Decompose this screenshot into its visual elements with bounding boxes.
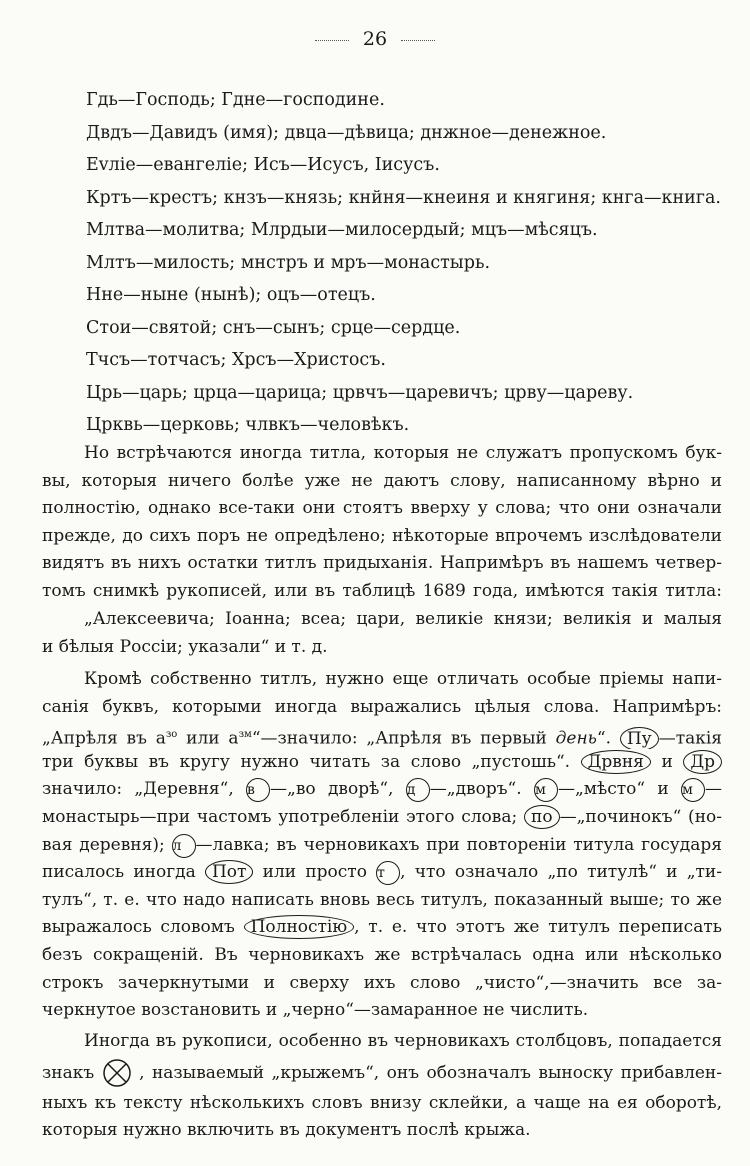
oval-abbr-pot: Пот (205, 860, 253, 884)
circle-abbr-l: л (172, 834, 196, 858)
text-fragment: —„мѣсто“ и (557, 779, 669, 800)
circle-abbr-d: д (406, 778, 430, 802)
circle-abbr-v: в (246, 778, 270, 802)
text-line: „Алексеевича; Іоанна; всеа; цари, великіе князи; великія и малыя (84, 609, 722, 629)
header-dash-left (315, 40, 349, 41)
text-line: которыя нужно включить въ документъ послѣ крыжа. (42, 1120, 531, 1141)
text-fragment: и (661, 751, 673, 772)
text-line (42, 859, 722, 887)
text-fragment: —„дворъ“. (429, 779, 522, 800)
text-fragment: —такія (658, 728, 722, 749)
text-line (42, 776, 722, 804)
text-fragment: монастырь—при частомъ употребленіи этого слова; (42, 806, 518, 827)
text-line: безъ сокращеній. Въ черновикахъ же встрѣчалась одна или нѣсколько (42, 944, 722, 965)
oval-abbr-polnostiyu: Полностію (244, 915, 355, 939)
abbreviation-row: Гдь—Господь; Гдне—господине. (86, 90, 385, 110)
abbreviation-row: Тчсъ—тотчасъ; Хрсъ—Христосъ. (86, 350, 386, 370)
abbreviation-row: Кртъ—крестъ; кнзъ—князь; кнйня—кнеиня и княгиня; кнга—книга. (86, 187, 721, 208)
abbreviation-row: Стои—святой; снъ—сынъ; срце—сердце. (86, 317, 461, 338)
text-fragment: —„во дворѣ“, (270, 779, 394, 800)
text-line: тулъ“, т. е. что надо написать вновь весь титулъ, показанный выше; то же (42, 889, 722, 910)
text-line (42, 804, 722, 832)
text-line: прежде, до сихъ поръ не опредѣлено; нѣкоторые впрочемъ изслѣдователи (42, 525, 722, 546)
kryzh-cross-icon (102, 1058, 132, 1088)
page-number-header (0, 28, 750, 50)
text-fragment: значило: „Деревня“, (42, 779, 234, 800)
superscript: зм (238, 729, 252, 741)
abbreviation-row: Двдъ—Давидъ (имя); двца—дѣвица; днжное—денежное. (86, 122, 607, 143)
superscript: зо (165, 729, 178, 741)
circle-abbr-m: м (534, 778, 558, 802)
paragraph-example (42, 606, 722, 661)
header-dash-right (401, 40, 435, 41)
text-line: полностію, однако все-таки они стоятъ вверху у слова; что они означали (42, 498, 722, 519)
text-line: ныхъ къ тексту нѣсколькихъ словъ внизу склейки, а чаще на ея оборотѣ, (42, 1092, 722, 1113)
text-line (42, 721, 722, 749)
circle-abbr-m: м (681, 778, 705, 802)
text-line (42, 1056, 722, 1090)
paragraph-titla (42, 440, 722, 606)
text-line (42, 832, 722, 860)
text-fragment: , называемый „крыжемъ“, онъ обозначалъ выноску прибавлен- (139, 1062, 722, 1083)
text-line: томъ снимкѣ рукописей, или въ таблицѣ 1689 года, имѣются такія титла: (42, 580, 722, 601)
abbreviation-row: Црь—царь; црца—царица; црвчъ—царевичъ; црву—цареву. (86, 382, 634, 403)
text-fragment: , что означало „по титулѣ“ и „ти- (400, 862, 722, 883)
text-fragment: „Апрѣля въ а (42, 728, 166, 749)
text-line: видятъ въ нихъ остатки титлъ придыханія. Напримѣръ въ нашемъ четвер- (42, 553, 722, 574)
text-line (42, 914, 722, 942)
text-fragment: три буквы въ кругу нужно читать за слово „пустошь“. (42, 751, 571, 772)
text-line: черкнутое возстановить и „черно“—замаранное не числить. (42, 1000, 589, 1021)
text-line: Но встрѣчаются иногда титла, которыя не служатъ пропускомъ бук- (84, 443, 722, 463)
paragraph-kryzh (42, 1028, 722, 1145)
oval-abbr-po: по (524, 805, 560, 829)
text-fragment: вая деревня); (42, 834, 165, 855)
abbreviation-row: Нне—ныне (нынѣ); оцъ—отецъ. (86, 285, 376, 305)
text-line: вы, которыя ничего болѣе уже не даютъ слову, написанному вѣрно и (42, 470, 722, 491)
page-number: 26 (362, 28, 388, 50)
text-fragment: знакъ (42, 1062, 95, 1083)
text-line: Кромѣ собственно титлъ, нужно еще отличать особые пріемы напи- (84, 669, 722, 689)
text-fragment: выражалось словомъ (42, 917, 235, 938)
abbreviation-row: Црквь—церковь; члвкъ—человѣкъ. (86, 415, 410, 435)
text-fragment: или а (177, 728, 239, 749)
oval-abbr-dr: Др (683, 750, 722, 774)
text-fragment: —лавка; въ черновикахъ при повтореніи титула государя (195, 834, 722, 855)
text-line (42, 749, 722, 777)
text-fragment: “. (596, 728, 612, 749)
text-fragment: —„починокъ“ (но- (559, 806, 722, 827)
text-fragment: , т. е. что этотъ же титулъ переписать (354, 917, 722, 938)
oval-abbr-drvnya: Дрвня (581, 750, 651, 774)
text-fragment: или просто (262, 862, 367, 883)
text-line: Иногда въ рукописи, особенно въ черновикахъ столбцовъ, попадается (84, 1031, 722, 1051)
text-line: строкъ зачеркнутыми и сверху ихъ слово „чисто“,—значить все за- (42, 972, 722, 993)
abbreviation-list (86, 84, 726, 442)
text-fragment: “—значило: „Апрѣля въ первый (251, 728, 556, 749)
text-line: и бѣлыя Россіи; указали“ и т. д. (42, 636, 328, 657)
text-fragment: писалось иногда (42, 862, 196, 883)
text-line: санія буквъ, которыми иногда выражались цѣлыя слова. Напримѣръ: (42, 696, 722, 717)
abbreviation-row: Млтва—молитва; Млрдыи—милосердый; мцъ—мѣсяцъ. (86, 220, 598, 240)
oval-abbr-pu: Пу (620, 727, 659, 749)
italic-word: день (555, 728, 597, 749)
abbreviation-row: Еvліе—евангеліе; Исъ—Исусъ, Іисусъ. (86, 155, 440, 175)
paragraph-special-writing (42, 666, 722, 1025)
text-fragment: — (705, 779, 722, 800)
abbreviation-row: Млтъ—милость; мнстръ и мръ—монастырь. (86, 252, 491, 273)
circle-abbr-t: т (376, 861, 400, 885)
